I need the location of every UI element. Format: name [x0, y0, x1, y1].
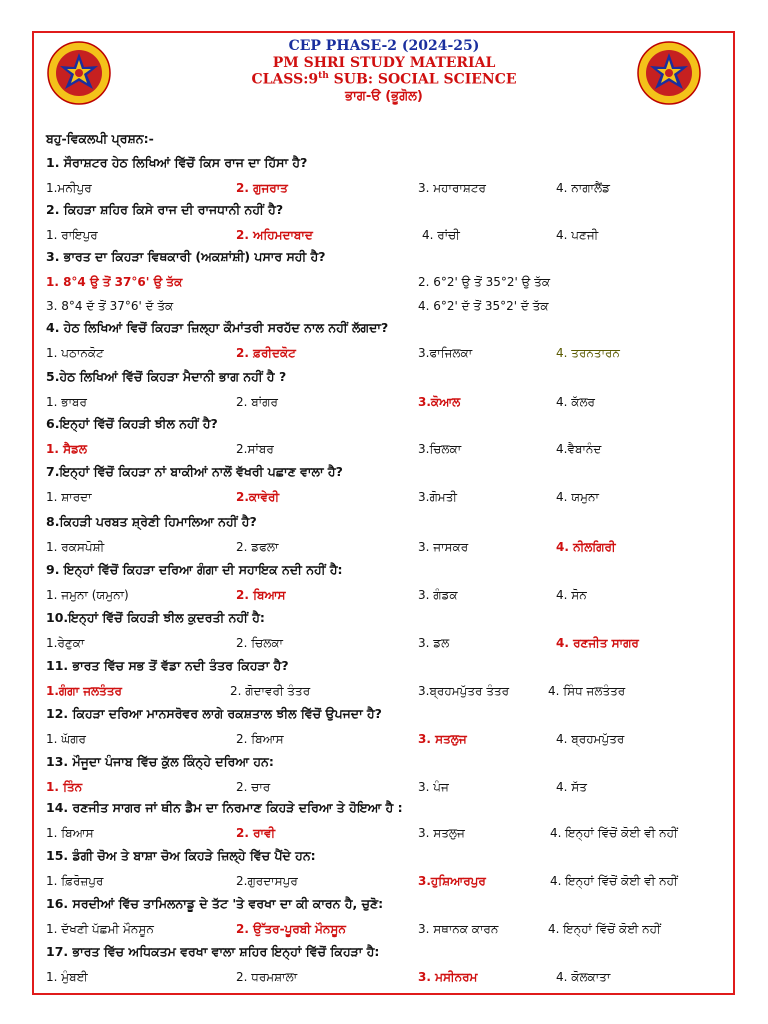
answer-option: 2.ਕਾਵੇਰੀ: [236, 490, 280, 504]
question-text: 7.ਇਨ੍ਹਾਂ ਵਿੱਚੋਂ ਕਿਹੜਾ ਨਾਂ ਬਾਕੀਆਂ ਨਾਲੋਂ ਵੱਖਰੀ ਪਛਾਣ ਵਾਲਾ ਹੈ?: [46, 464, 343, 479]
question-text: 8.ਕਿਹੜੀ ਪਰਬਤ ਸ਼੍ਰੇਣੀ ਹਿਮਾਲਿਆ ਨਹੀਂ ਹੈ?: [46, 514, 257, 529]
answer-option: 2. ਗੋਦਾਵਰੀ ਤੰਤਰ: [230, 684, 311, 698]
header-section: ਭਾਗ-ੳ (ਭੂਗੋਲ): [345, 89, 423, 104]
answer-option: 4. ਨੀਲਗਿਰੀ: [556, 540, 616, 554]
answer-option: 1. ਮੁੰਬਈ: [46, 970, 88, 984]
answer-option: 1. ਸੈਡਲ: [46, 442, 87, 456]
question-text: 12. ਕਿਹੜਾ ਦਰਿਆ ਮਾਨਸਰੋਵਰ ਲਾਗੇ ਰਕਸ਼ਤਾਲ ਝੀਲ ਵਿੱਚੋਂ ਉਪਜਦਾ ਹੈ?: [46, 706, 382, 721]
answer-option: 3. ਸਤਲੁਜ: [418, 732, 467, 746]
answer-option: 4. ਬ੍ਰਹਮਪੁੱਤਰ: [556, 732, 625, 746]
answer-option: 2. ਅਹਿਮਦਾਬਾਦ: [236, 228, 313, 242]
question-text: 11. ਭਾਰਤ ਵਿੱਚ ਸਭ ਤੋਂ ਵੱਡਾ ਨਦੀ ਤੰਤਰ ਕਿਹੜਾ ਹੈ?: [46, 658, 289, 673]
answer-option: 3.ਕੋਆਲ: [418, 395, 461, 409]
answer-option: 4. ਕੱਲਰ: [556, 395, 595, 409]
answer-option: 3.ਬ੍ਰਹਮਪੁੱਤਰ ਤੰਤਰ: [418, 684, 510, 698]
header-phase: CEP PHASE-2 (2024-25): [288, 38, 480, 54]
answer-option: 2.ਗੁਰਦਾਸਪੁਰ: [236, 874, 298, 888]
answer-option: 1. ਰਾਇਪੁਰ: [46, 228, 98, 242]
answer-option: 3. ਮਹਾਰਾਸ਼ਟਰ: [418, 181, 486, 195]
answer-option: 2.ਸਾਂਬਰ: [236, 442, 274, 456]
answer-option: 4. ਨਾਗਾਲੈਂਡ: [556, 181, 610, 195]
answer-option: 2. ਚਾਰ: [236, 780, 271, 794]
answer-option: 3. ਸਤਲੁਜ: [418, 826, 465, 840]
answer-option: 1. ਫ਼ਿਰੋਜ਼ਪੁਰ: [46, 874, 104, 888]
question-text: 3. ਭਾਰਤ ਦਾ ਕਿਹੜਾ ਵਿਥਕਾਰੀ (ਅਕਸ਼ਾਂਸ਼ੀ) ਪਸਾਰ ਸਹੀ ਹੈ?: [46, 249, 326, 264]
answer-option: 2. ਧਰਮਸ਼ਾਲਾ: [236, 970, 298, 984]
answer-option: 3. ਸਥਾਨਕ ਕਾਰਨ: [418, 922, 499, 936]
answer-option: 1. ਸ਼ਾਰਦਾ: [46, 490, 92, 504]
answer-option: 4. ਸਿੰਧ ਜਲਤੰਤਰ: [548, 684, 626, 698]
question-text: 13. ਮੌਜੂਦਾ ਪੰਜਾਬ ਵਿੱਚ ਕੁੱਲ ਕਿੰਨ੍ਹੇ ਦਰਿਆ ਹਨ:: [46, 754, 274, 769]
question-text: 9. ਇਨ੍ਹਾਂ ਵਿੱਚੋਂ ਕਿਹੜਾ ਦਰਿਆ ਗੰਗਾ ਦੀ ਸਹਾਇਕ ਨਦੀ ਨਹੀਂ ਹੈ:: [46, 562, 343, 577]
answer-option: 3. 8°4 ਦੱ ਤੋਂ 37°6' ਦੱ ਤੱਕ: [46, 299, 174, 313]
answer-option: 3. ਮਸੀਨਰਮ: [418, 970, 478, 984]
answer-option: 4. ਰਾਂਚੀ: [422, 228, 460, 242]
answer-option: 3.ਹੁਸ਼ਿਆਰਪੁਰ: [418, 874, 486, 888]
answer-option: 4. ਰਣਜੀਤ ਸਾਗਰ: [556, 636, 639, 650]
answer-option: 1. ਭਾਬਰ: [46, 395, 87, 409]
question-text: 1. ਸੌਰਾਸ਼ਟਰ ਹੇਠ ਲਿਖਿਆਂ ਵਿੱਚੋਂ ਕਿਸ ਰਾਜ ਦਾ ਹਿੱਸਾ ਹੈ?: [46, 155, 308, 170]
answer-option: 4. ਇਨ੍ਹਾਂ ਵਿੱਚੋਂ ਕੋਈ ਵੀ ਨਹੀਂ: [550, 874, 678, 888]
answer-option: 2. ਚਿਲਕਾ: [236, 636, 283, 650]
answer-option: 2. ਉੱਤਰ-ਪੂਰਬੀ ਮੌਨਸੂਨ: [236, 922, 346, 936]
answer-option: 2. 6°2' ਉ ਤੋਂ 35°2' ਉ ਤੱਕ: [418, 275, 551, 289]
question-text: 6.ਇਨ੍ਹਾਂ ਵਿੱਚੋਂ ਕਿਹੜੀ ਝੀਲ ਨਹੀਂ ਹੈ?: [46, 416, 218, 431]
answer-option: 1.ਗੰਗਾ ਜਲਤੰਤਰ: [46, 684, 122, 698]
answer-option: 3.ਗੋਮਤੀ: [418, 490, 457, 504]
answer-option: 3.ਚਿਲਕਾ: [418, 442, 462, 456]
answer-option: 1.ਰੇਣੁਕਾ: [46, 636, 85, 650]
answer-option: 4.ਵੈਬਾਨੰਦ: [556, 442, 602, 456]
section-heading: ਬਹੁ-ਵਿਕਲਪੀ ਪ੍ਰਸ਼ਨ:-: [46, 131, 154, 146]
answer-option: 1. ਤਿੰਨ: [46, 780, 83, 794]
answer-option: 4. ਪਣਜੀ: [556, 228, 599, 242]
header-class-subject: CLASS:9th SUB: SOCIAL SCIENCE: [251, 71, 517, 88]
question-text: 10.ਇਨ੍ਹਾਂ ਵਿੱਚੋਂ ਕਿਹੜੀ ਝੀਲ ਕੁਦਰਤੀ ਨਹੀਂ ਹੈ:: [46, 610, 265, 625]
answer-option: 1. ਬਿਆਸ: [46, 826, 94, 840]
answer-option: 2. ਫ਼ਰੀਦਕੋਟ: [236, 346, 296, 360]
answer-option: 3. ਜਾਸਕਰ: [418, 540, 469, 554]
answer-option: 1. ਰਕਸਪੋਸ਼ੀ: [46, 540, 105, 554]
answer-option: 4. ਸੱਤ: [556, 780, 587, 794]
answer-option: 4. ਇਨ੍ਹਾਂ ਵਿੱਚੋਂ ਕੋਈ ਵੀ ਨਹੀਂ: [550, 826, 678, 840]
answer-option: 4. ਇਨ੍ਹਾਂ ਵਿੱਚੋਂ ਕੋਈ ਨਹੀਂ: [548, 922, 661, 936]
answer-option: 4. 6°2' ਦੱ ਤੋਂ 35°2' ਦੱ ਤੱਕ: [418, 299, 549, 313]
answer-option: 2. ਗੁਜਰਾਤ: [236, 181, 288, 195]
answer-option: 4. ਸੋਨ: [556, 588, 587, 602]
answer-option: 1. ਪਠਾਨਕੋਟ: [46, 346, 104, 360]
question-text: 4. ਹੇਠ ਲਿਖਿਆਂ ਵਿਚੋਂ ਕਿਹੜਾ ਜ਼ਿਲ੍ਹਾ ਕੌਮਾਂਤਰੀ ਸਰਹੱਦ ਨਾਲ ਨਹੀਂ ਲੱਗਦਾ?: [46, 320, 389, 335]
answer-option: 4. ਕੋਲਕਾਤਾ: [556, 970, 611, 984]
answer-option: 1. ਦੱਖਣੀ ਪੱਛਮੀ ਮੌਨਸੂਨ: [46, 922, 154, 936]
answer-option: 3. ਪੰਜ: [418, 780, 449, 794]
answer-option: 1. ਜਮੁਨਾ (ਯਮੁਨਾ): [46, 588, 129, 602]
answer-option: 4. ਤਰਨਤਾਰਨ: [556, 346, 620, 360]
question-text: 17. ਭਾਰਤ ਵਿੱਚ ਅਧਿਕਤਮ ਵਰਖਾ ਵਾਲਾ ਸ਼ਹਿਰ ਇਨ੍ਹਾਂ ਵਿੱਚੋਂ ਕਿਹੜਾ ਹੈ:: [46, 944, 380, 959]
answer-option: 2. ਰਾਵੀ: [236, 826, 276, 840]
answer-option: 4. ਯਮੁਨਾ: [556, 490, 599, 504]
header-material: PM SHRI STUDY MATERIAL: [272, 55, 496, 71]
answer-option: 3. ਡਲ: [418, 636, 450, 650]
answer-option: 2. ਬਿਆਸ: [236, 732, 284, 746]
answer-option: 1.ਮਨੀਪੁਰ: [46, 181, 92, 195]
question-text: 5.ਹੇਠ ਲਿਖਿਆਂ ਵਿੱਚੋਂ ਕਿਹੜਾ ਮੈਦਾਨੀ ਭਾਗ ਨਹੀਂ ਹੈ ?: [46, 369, 287, 384]
question-text: 2. ਕਿਹੜਾ ਸ਼ਹਿਰ ਕਿਸੇ ਰਾਜ ਦੀ ਰਾਜਧਾਨੀ ਨਹੀਂ ਹੈ?: [46, 202, 284, 217]
answer-option: 3.ਫਾਜਿਲਕਾ: [418, 346, 473, 360]
answer-option: 2. ਡਫਲਾ: [236, 540, 279, 554]
answer-option: 1. ਘੱਗਰ: [46, 732, 86, 746]
question-text: 15. ਡੰਗੀ ਚੋਅ ਤੇ ਬਾਸ਼ਾ ਚੋਅ ਕਿਹੜੇ ਜ਼ਿਲ੍ਹੇ ਵਿੱਚ ਪੈਂਦੇ ਹਨ:: [46, 848, 316, 863]
question-text: 14. ਰਣਜੀਤ ਸਾਗਰ ਜਾਂ ਥੀਨ ਡੈਮ ਦਾ ਨਿਰਮਾਣ ਕਿਹੜੇ ਦਰਿਆ ਤੇ ਹੋਇਆ ਹੈ :: [46, 800, 403, 815]
answer-option: 1. 8°4 ਉ ਤੋਂ 37°6' ਉ ਤੱਕ: [46, 275, 183, 289]
answer-option: 2. ਬਿਆਸ: [236, 588, 286, 602]
question-text: 16. ਸਰਦੀਆਂ ਵਿੱਚ ਤਾਮਿਲਨਾਡੂ ਦੇ ਤੱਟ 'ਤੇ ਵਰਖਾ ਦਾ ਕੀ ਕਾਰਨ ਹੈ, ਚੁਣੋ:: [46, 896, 384, 911]
answer-option: 3. ਗੰਡਕ: [418, 588, 458, 602]
answer-option: 2. ਬਾਂਗਰ: [236, 395, 278, 409]
